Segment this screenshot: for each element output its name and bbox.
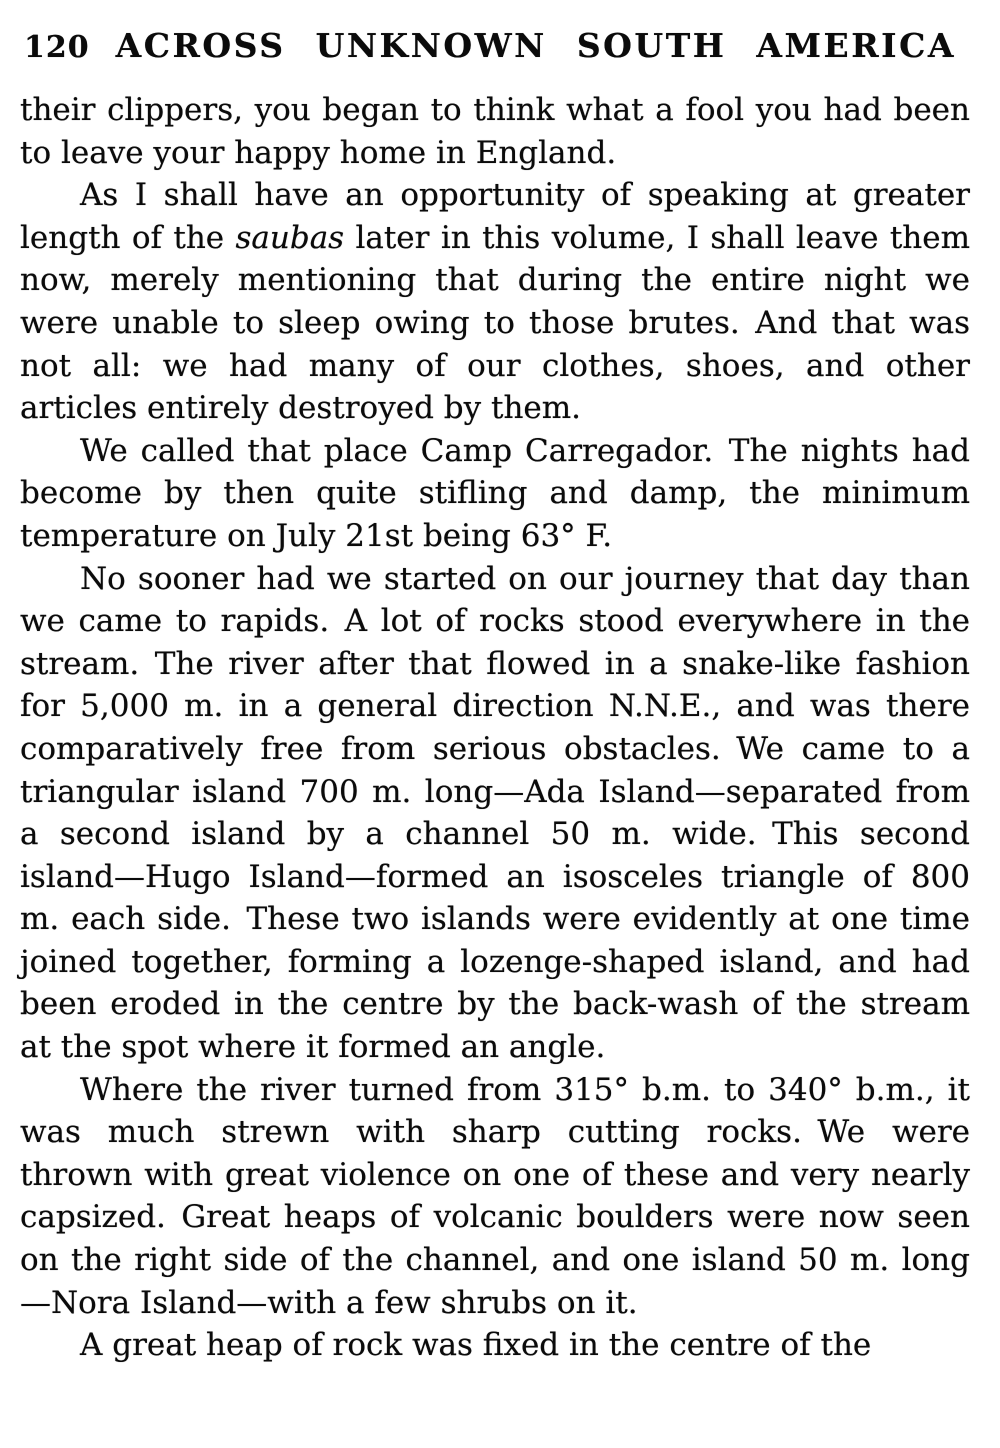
text-segment: A great heap of rock was fixed in the centre of the — [80, 1327, 872, 1364]
page-header — [24, 26, 970, 65]
text-segment: We called that place Camp Carregador. The nights had become by then quite stifling and damp, the minimum temperature on July 21st being 63° F. — [20, 432, 970, 554]
italic-term: saubas — [235, 219, 345, 256]
page-body — [20, 89, 970, 1367]
text-segment: their clippers, you began to think what a fool you had been to leave your happy home in England. — [20, 92, 970, 171]
paragraph — [20, 174, 970, 430]
page-number: 120 — [24, 30, 90, 65]
paragraph — [20, 430, 970, 558]
running-title: ACROSS UNKNOWN SOUTH AMERICA — [115, 26, 956, 65]
text-segment: No sooner had we started on our journey that day than we came to rapids. A lot of rocks stood everywhere in the stream. The river after that flowed in a snake-like fashion for 5,000 m. in a general direction N.N.E., and was there comparatively free from serious obstacles. We came to a triangular island 700 m. long—Ada Island—separated from a second island by a channel 50 m. wide. This second island—Hugo Island—formed an isosceles triangle of 800 m. each side. These two islands were evidently at one time joined together, forming a lozenge-shaped island, and had been eroded in the centre by the back-wash of the stream at the spot where it formed an angle. — [20, 560, 970, 1066]
text-segment: As I shall have an opportunity of speaking at greater length of the — [20, 177, 970, 256]
paragraph — [20, 1069, 970, 1325]
text-segment: Where the river turned from 315° b.m. to 340° b.m., it was much strewn with sharp cutting rocks. We were thrown with great violence on one of these and very nearly capsized. Great heaps of volcanic boulders were now seen on the right side of the channel, and one island 50 m. long—Nora Island—with a few shrubs on it. — [20, 1071, 970, 1321]
paragraph — [20, 1324, 970, 1367]
text-segment: later in this volume, I shall leave them now, merely mentioning that during the entire night we were unable to sleep owing to those brutes. And that was not all: we had many of our clothes, shoes, and other articles entirely destroyed by them. — [20, 219, 970, 427]
paragraph — [20, 558, 970, 1069]
paragraph — [20, 89, 970, 174]
